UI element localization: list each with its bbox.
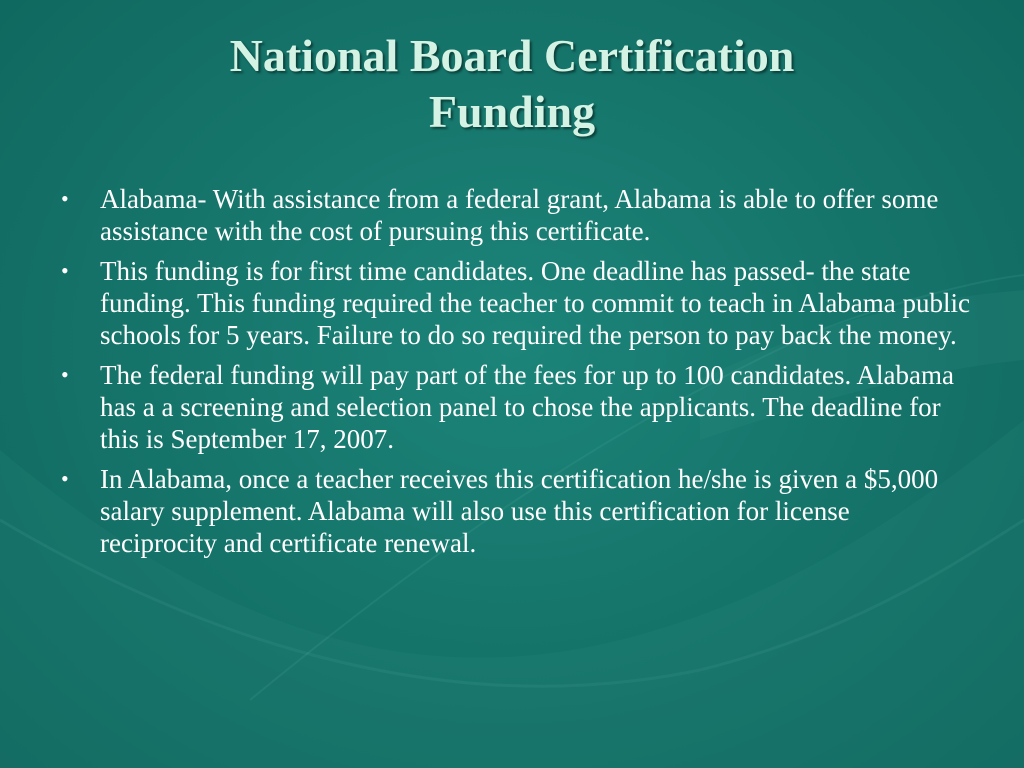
slide-title [60, 28, 964, 140]
bullet-item-1 [58, 183, 973, 247]
bullet-text: In Alabama, once a teacher receives this certification he/she is given a $5,000 salary supplement. Alabama will also use this certification for license reciprocity and certificate renewal. [100, 464, 939, 558]
bullet-marker: • [61, 186, 69, 211]
bullet-text: Alabama- With assistance from a federal grant, Alabama is able to offer some assistance with the cost of pursuing this certificate. [100, 184, 939, 246]
bullet-marker: • [61, 466, 69, 491]
bullet-marker: • [61, 362, 69, 387]
slide-title-line-1: National Board Certification [229, 30, 795, 81]
bullet-item-2 [58, 255, 973, 351]
bullet-item-3 [58, 359, 973, 455]
bullet-text: The federal funding will pay part of the fees for up to 100 candidates. Alabama has a a screening and selection panel to chose the applicants. The deadline for this is September 17, 2007. [100, 360, 954, 454]
bullet-marker: • [61, 258, 69, 283]
slide-title-line-2: Funding [428, 86, 596, 137]
bullet-text: This funding is for first time candidates. One deadline has passed- the state funding. This funding required the teacher to commit to teach in Alabama public schools for 5 years. Failure to do so required the person to pay back the money. [100, 256, 971, 350]
bullet-item-4 [58, 463, 973, 559]
bullet-list [58, 183, 973, 567]
